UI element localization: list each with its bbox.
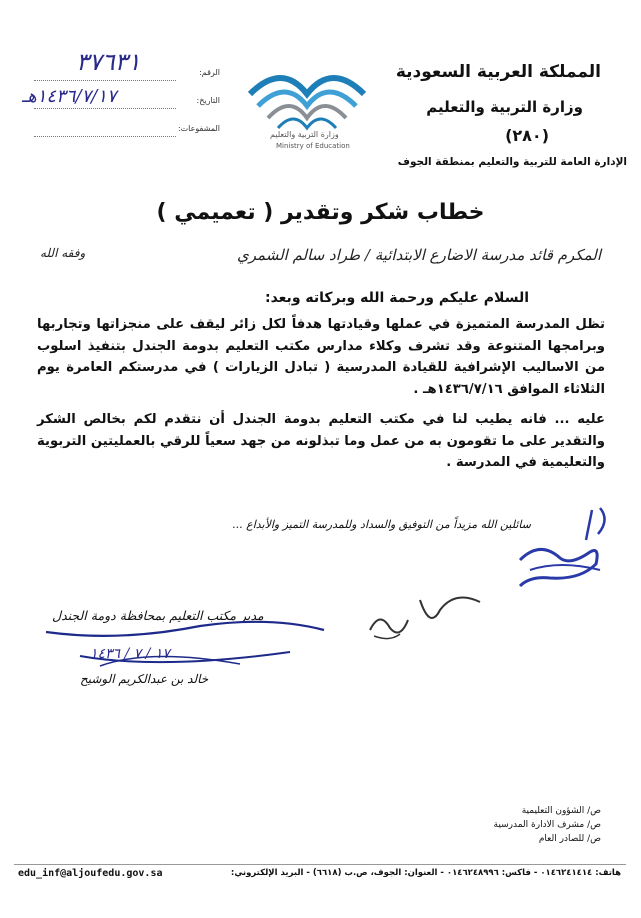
blue-signature-icon (500, 500, 620, 600)
cc-item: ص/ الشؤون التعليمية (521, 806, 601, 816)
footer-divider (14, 864, 626, 865)
signature-scribble-icon (360, 580, 490, 650)
ministry-code: (٢٨٠) (505, 126, 549, 145)
logo-english-text: Ministry of Education (276, 142, 350, 150)
cc-item: ص/ للصادر العام (538, 834, 601, 844)
body-paragraph-2: عليه ... فانه يطيب لنا في مكتب التعليم بدومة الجندل أن نتقدم لكم بخالص الشكر والتقدير على ما تقومون به من عمل وما تبذلونه من جهد سعياً للرقي بالعمليتين التربوية والتعليمية في المدرسة . (37, 412, 605, 470)
logo-arabic-text: وزارة التربية والتعليم (270, 130, 339, 139)
cc-list (494, 804, 601, 846)
director-title: مدير مكتب التعليم بمحافظة دومة الجندل (52, 608, 264, 623)
footer-contact: هاتف: ٠١٤٦٢٤١٤١٤ - فاكس: ٠١٤٦٢٤٨٩٩٦ - العنوان: الجوف، ص.ب (٦٦١٨) - البريد الإلكتروني: (230, 868, 621, 878)
body-paragraph-1: تظل المدرسة المتميزة في عملها وقيادتها هدفاً لكل زائر ليقف على منجزاتها وتجاربها وبرامجها المتنوعة وقد تشرف وكلاء مدارس مكتب التعليم بدومة الجندل بتنفيذ اسلوب من الاساليب الإشرافية للقيادة المدرسية ( تبادل الزيارات ) في مدرستكم العامرة يوم الثلاثاء الموافق ١٤٣٦/٧/١٦هـ . (37, 317, 605, 397)
administration-name: الإدارة العامة للتربية والتعليم بمنطقة الجوف (397, 156, 627, 168)
ministry-logo-icon (242, 64, 372, 154)
kingdom-name: المملكة العربية السعودية (395, 62, 601, 82)
greeting: السلام عليكم ورحمة الله وبركاته وبعد: (264, 290, 529, 306)
number-value: ٣٧٦٣١ (76, 48, 141, 76)
date-label: التاريخ: (196, 96, 220, 105)
signature-date: ١٧ / ٧ / ١٤٣٦ (90, 646, 170, 662)
footer-email: edu_inf@aljoufedu.gov.sa (18, 868, 163, 879)
blessing-text: وفقه الله (40, 246, 86, 260)
letter-title: خطاب شكر وتقدير ( تعميمي ) (156, 200, 485, 225)
recipient-line: المكرم قائد مدرسة الاضارع الابتدائية / طراد سالم الشمري (237, 246, 601, 264)
attachments-label: المشفوعات: (177, 124, 220, 133)
closing-line: سائلين الله مزيداً من التوفيق والسداد وللمدرسة التميز والأبداع ... (232, 518, 531, 531)
ministry-name: وزارة التربية والتعليم (426, 98, 583, 116)
attachments-field (20, 118, 220, 140)
director-name: خالد بن عبدالكريم الوشيح (80, 672, 209, 686)
number-label: الرقم: (199, 68, 220, 77)
date-value: ١٤٣٦/٧/١٧هـ (22, 86, 117, 107)
cc-item: ص/ مشرف الادارة المدرسية (493, 820, 601, 830)
